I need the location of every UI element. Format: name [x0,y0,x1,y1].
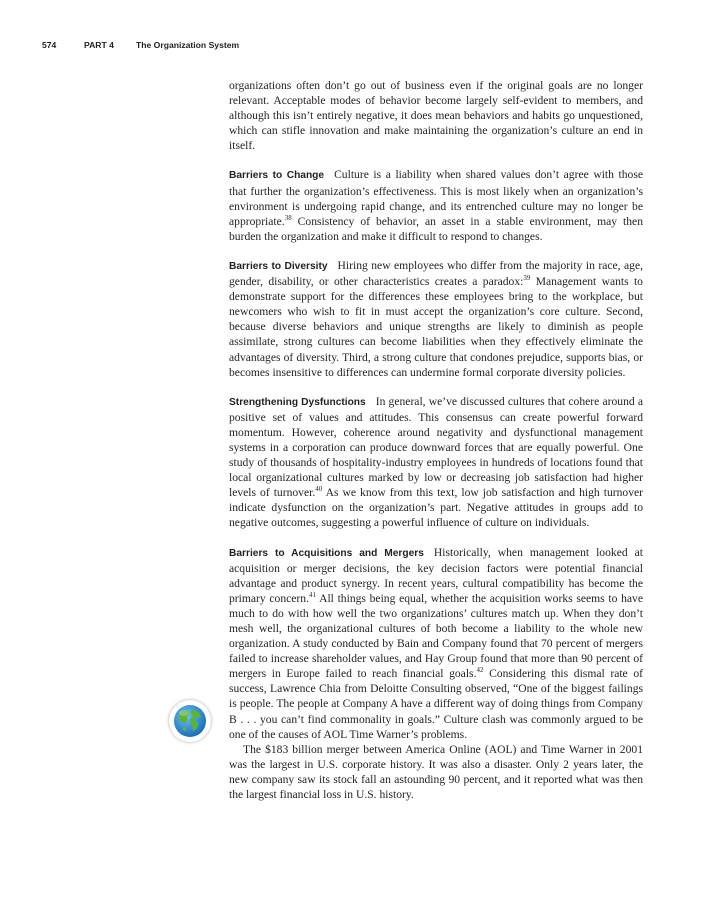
running-header [42,40,239,50]
section-text: In general, we’ve discussed cultures that cohere around a positive set of values and attitudes. This consensus can create powerful forward momentum. However, coherence around negativity and dysfunctional management systems in a corporation can produce downward forces that are equally powerful. One study of thousands of hospitality-industry employees in hundreds of locations found that local organizational cultures marked by low or decreasing job satisfaction had higher levels of turnover. [229,394,643,500]
section-text: Consistency of behavior, an asset in a stable environment, may then burden the organization and make it difficult to respond to changes. [229,214,643,243]
footnote-ref: 40 [315,485,323,494]
section-barriers-to-change [229,167,643,243]
globe-ocean [174,705,206,737]
section-acquisitions-mergers [229,545,643,742]
globe-graphic [169,700,211,742]
section-text: As we know from this text, low job satisfaction and high turnover indicate dysfunction on the organization’s part. Negative attitudes in groups add to negative outcomes, suggesting a powerful influence of culture on individuals. [229,486,643,530]
aol-time-warner-paragraph: The $183 billion merger between America Online (AOL) and Time Warner in 2001 was the largest in U.S. corporate history. It was also a disaster. Only 2 years later, the new company saw its stock fall an astounding 90 percent, and it reported what was then the largest financial loss in U.S. history. [229,742,643,802]
page-number: 574 [42,40,57,50]
section-text: Considering this dismal rate of success, Lawrence Chia from Deloitte Consulting observed, “One of the biggest failings is people. The people at Company A have a different way of doing things from Company B . . . you can’t find commonality in goals.” Culture clash was commonly argued to be one of the causes of AOL Time Warner’s problems. [229,667,643,741]
section-heading: Strengthening Dysfunctions [229,396,366,408]
section-text: Culture is a liability when shared values don’t agree with those that further the organization’s effectiveness. This is most likely when an organization’s environment is undergoing rapid change, and its entrenched culture may no longer be appropriate. [229,168,643,228]
footnote-ref: 39 [523,274,531,283]
section-heading: Barriers to Acquisitions and Mergers [229,547,424,559]
footnote-ref: 38 [284,213,292,222]
section-heading: Barriers to Change [229,170,325,182]
section-text: Hiring new employees who differ from the majority in race, age, gender, disability, or other characteristics creates a paradox: [229,258,643,289]
globe-highlight [179,710,189,716]
footnote-ref: 42 [476,666,484,675]
footnote-ref: 41 [309,590,316,599]
section-text: Historically, when management looked at acquisition or merger decisions, the key decision factors were potential financial advantage and product synergy. In recent years, cultural compatibility has become the primary concern. [229,545,643,605]
text-column [229,78,643,802]
part-label: PART 4 [84,40,114,50]
section-text: Management wants to demonstrate support for the differences these employees bring to the workplace, but newcomers who wish to fit in must accept the organization’s core culture. Second, because diverse behaviors and unique strengths are likely to diminish as people assimilate, strong cultures can become liabilities when they effectively eliminate the advantages of diversity. Third, a strong culture that condones prejudice, supports bias, or becomes insensitive to differences can undermine formal corporate diversity policies. [229,275,643,379]
section-heading: Barriers to Diversity [229,260,328,272]
globe-icon[interactable] [169,700,211,742]
intro-paragraph: organizations often don’t go out of business even if the original goals are no longer relevant. Acceptable modes of behavior become largely self-evident to members, and although this isn’t entirely negative, it does mean behaviors and habits go unquestioned, which can stifle innovation and make maintaining the organization’s culture an end in itself. [229,79,643,153]
section-barriers-to-diversity [229,258,643,380]
part-title: The Organization System [136,40,240,50]
section-text: All things being equal, whether the acquisition works seems to have much to do with how well the two organizations’ cultures match up. When they don’t mesh well, the organizational cultures of both become a liability to the whole new organization. A study conducted by Bain and Company found that 70 percent of mergers failed to increase shareholder values, and Hay Group found that more than 90 percent of mergers in Europe failed to reach financial goals. [229,591,644,681]
section-strengthening-dysfunctions [229,394,643,531]
